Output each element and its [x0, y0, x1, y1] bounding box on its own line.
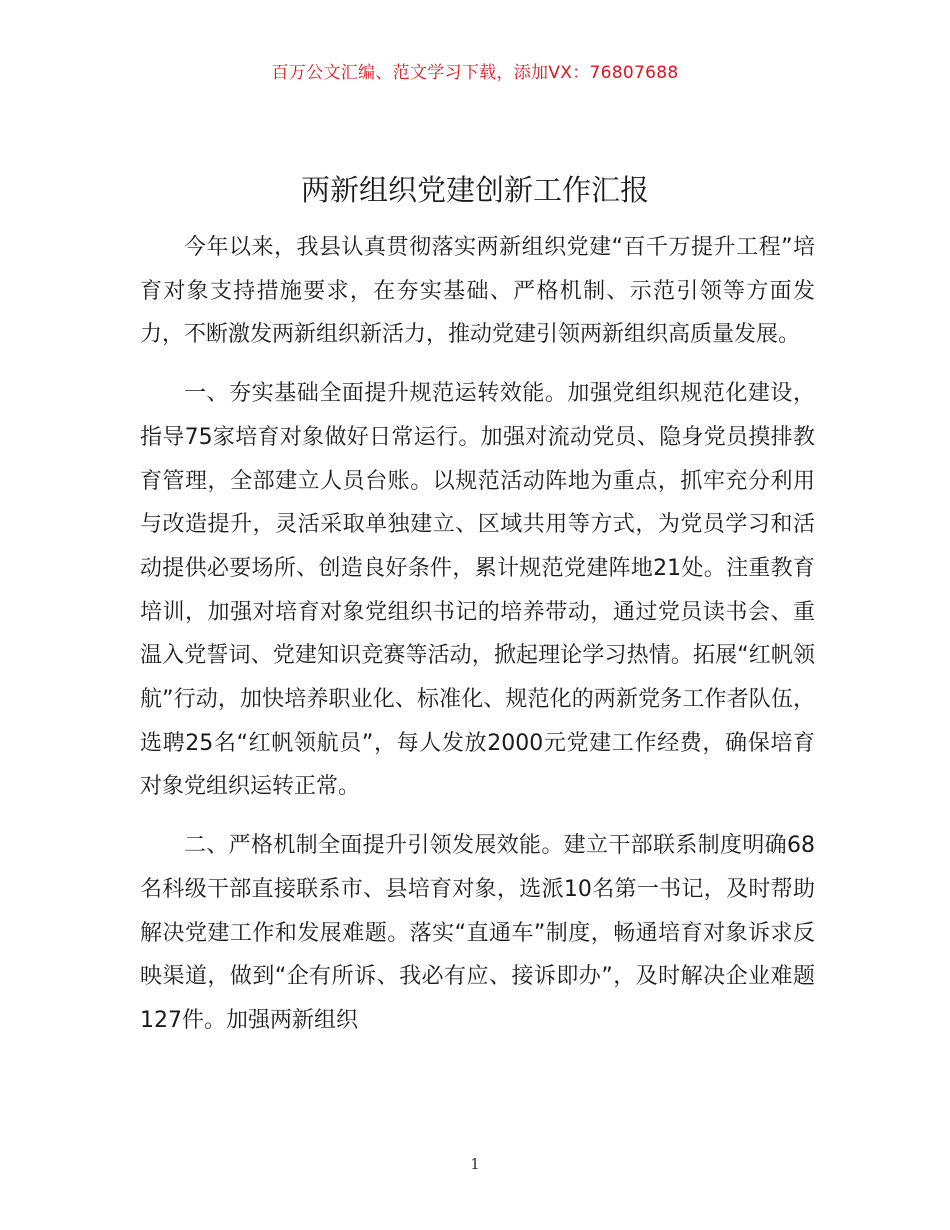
document-title: 两新组织党建创新工作汇报 [300, 173, 649, 207]
paragraph-intro: 今年以来，我县认真贯彻落实两新组织党建“百千万提升工程”培育对象支持措施要求，在夯实基础、严格机制、示范引领等方面发力，不断激发两新组织新活力，推动党建引领两新组织高质量发展。 [140, 235, 815, 348]
document-body [140, 226, 815, 1058]
paragraph-section-one: 一、夯实基础全面提升规范运转效能。加强党组织规范化建设，指导75家培育对象做好日常运行。加强对流动党员、隐身党员摸排教育管理，全部建立人员台账。以规范活动阵地为重点，抓牢充分利用与改造提升，灵活采取单独建立、区域共用等方式，为党员学习和活动提供必要场所、创造良好条件，累计规范党建阵地21处。注重教育培训，加强对培育对象党组织书记的培养带动，通过党员读书会、重温入党誓词、党建知识竞赛等活动，掀起理论学习热情。拓展“红帆领航”行动，加快培养职业化、标准化、规范化的两新党务工作者队伍，选聘25名“红帆领航员”，每人发放2000元党建工作经费，确保培育对象党组织运转正常。 [140, 381, 815, 800]
page-number: 1 [470, 1155, 480, 1173]
paragraph-section-two: 二、严格机制全面提升引领发展效能。建立干部联系制度明确68名科级干部直接联系市、县培育对象，选派10名第一书记，及时帮助解决党建工作和发展难题。落实“直通车”制度，畅通培育对象诉求反映渠道，做到“企有所诉、我必有应、接诉即办”，及时解决企业难题127件。加强两新组织 [140, 833, 815, 1033]
header-watermark-note: 百万公文汇编、范文学习下载，添加VX：76807688 [271, 63, 679, 83]
